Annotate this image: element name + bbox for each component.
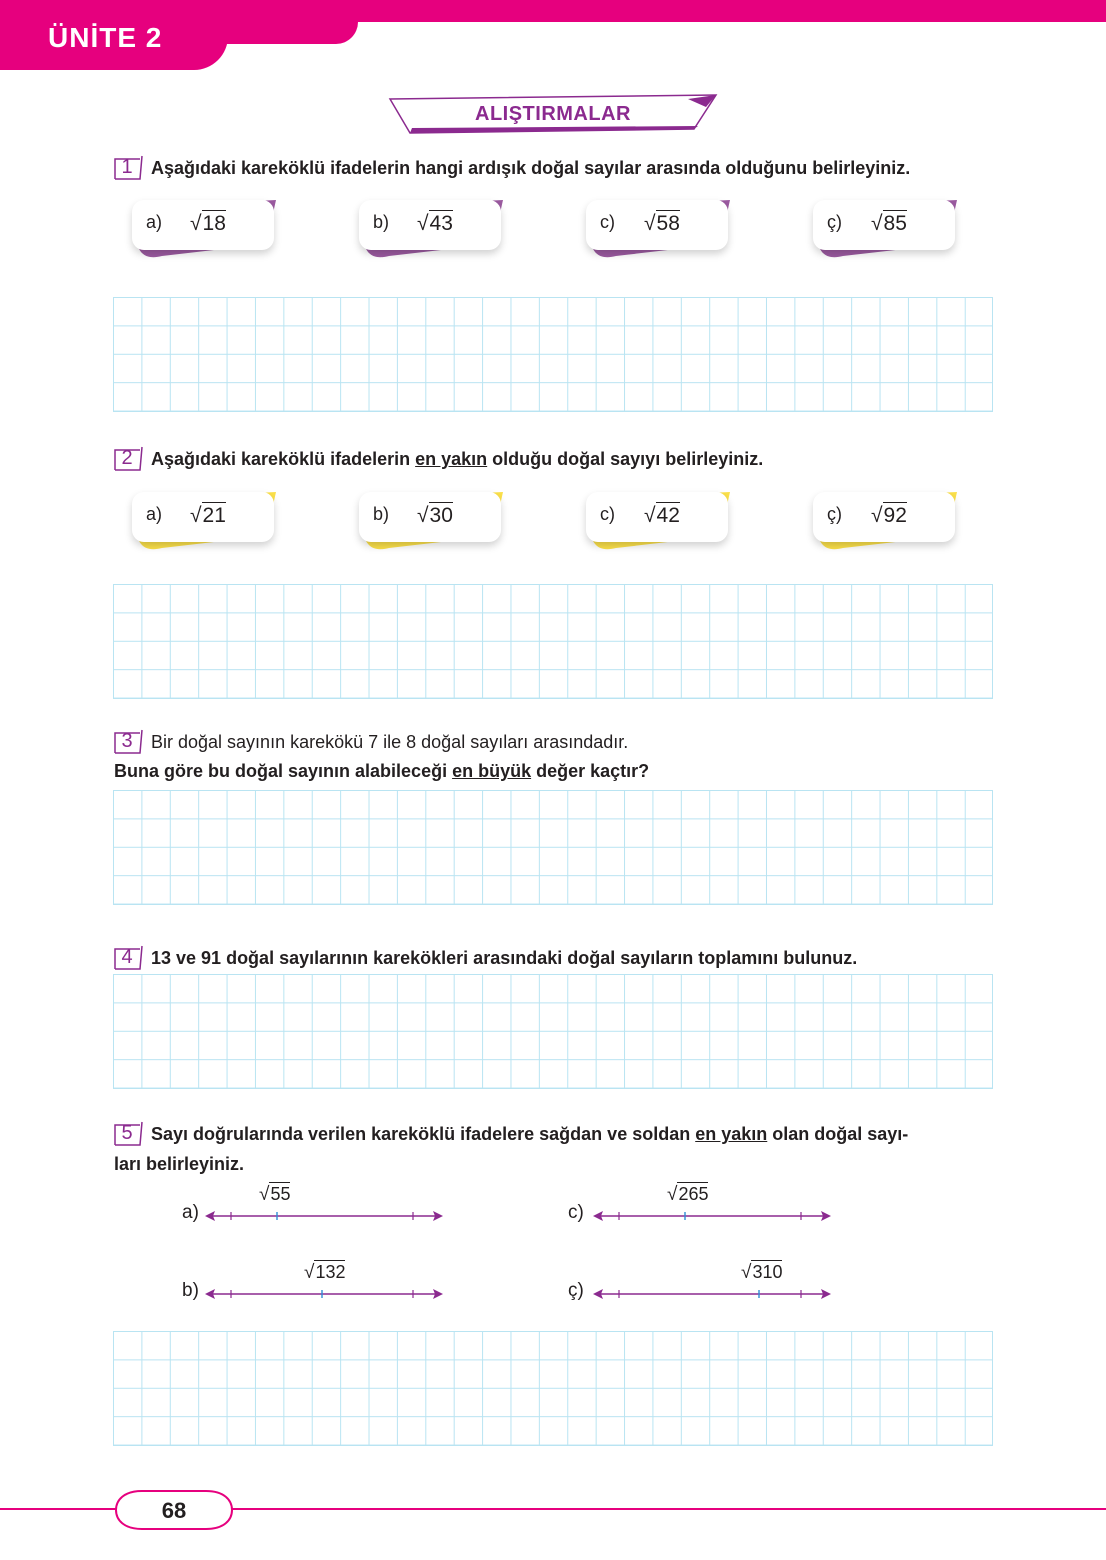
radicand: 55 [270,1184,291,1204]
question-3-line-1: Bir doğal sayının karekökü 7 ile 8 doğal sayıları arasındadır. [151,732,629,752]
square-root-expression [417,504,453,528]
option-label: c) [600,504,615,524]
number-line [205,1286,445,1302]
unit-label: ÜNİTE 2 [48,22,163,53]
radicand: 21 [202,504,226,527]
answer-grid-5[interactable] [113,1331,993,1446]
q1-option-card [359,198,505,264]
number-line-root-label [667,1184,708,1206]
radicand: 310 [752,1262,783,1282]
question-2-text: Aşağıdaki kareköklü ifadelerin en yakın olduğu doğal sayıyı belirleyiniz. [151,449,764,469]
q2-option-card [359,490,505,556]
answer-grid-2[interactable] [113,584,993,699]
radicand: 18 [202,212,226,235]
emphasis-underline: en yakın [695,1124,768,1144]
answer-grid-1[interactable] [113,297,993,412]
radicand: 85 [883,212,907,235]
number-line [205,1208,445,1224]
option-label: c) [600,212,615,232]
question-number-4: 4 [114,945,140,969]
q1-option-card [586,198,732,264]
question-1-text: Aşağıdaki kareköklü ifadelerin hangi ardışık doğal sayılar arasında olduğunu belirleyiniz. [151,158,911,178]
option-label: b) [373,504,390,524]
radicand: 42 [656,504,680,527]
square-root-expression [417,212,453,236]
square-root-icon: √ [871,212,883,235]
number-line-label: c) [568,1202,584,1223]
square-root-expression [871,504,907,528]
emphasis-underline: en büyük [452,761,532,781]
number-line-root-label [259,1184,290,1206]
option-label: b) [373,212,390,232]
square-root-icon: √ [417,504,429,527]
square-root-icon: √ [304,1262,315,1283]
radicand: 58 [656,212,680,235]
square-root-expression [190,212,226,236]
radicand: 265 [678,1184,709,1204]
q2-option-card [586,490,732,556]
question-3-line-2: Buna göre bu doğal sayının alabileceği en büyük değer kaçtır? [114,761,650,781]
square-root-expression [871,212,907,236]
q2-option-card [813,490,959,556]
option-label: ç) [827,212,842,232]
unit-tab-notch [222,18,358,44]
option-label: a) [146,504,163,524]
square-root-icon: √ [871,504,883,527]
number-line-root-label [304,1262,345,1284]
number-line-root-label [741,1262,782,1284]
square-root-expression [644,504,680,528]
square-root-icon: √ [417,212,429,235]
number-line [593,1286,833,1302]
number-line-label: ç) [568,1280,584,1301]
option-label: ç) [827,504,842,524]
number-line [593,1208,833,1224]
radicand: 43 [429,212,453,235]
square-root-icon: √ [190,504,202,527]
square-root-icon: √ [190,212,202,235]
square-root-icon: √ [259,1184,270,1205]
q1-option-card [132,198,278,264]
square-root-icon: √ [741,1262,752,1283]
question-5-line-1: Sayı doğrularında verilen kareköklü ifadelere sağdan ve soldan en yakın olan doğal sayı- [151,1124,909,1144]
question-5-line-2: ları belirleyiniz. [114,1154,245,1174]
question-number-1: 1 [114,155,140,179]
emphasis-underline: en yakın [415,449,488,469]
question-number-2: 2 [114,446,140,470]
square-root-icon: √ [644,504,656,527]
page-number: 68 [161,1498,187,1523]
square-root-icon: √ [644,212,656,235]
radicand: 92 [883,504,907,527]
question-4-text: 13 ve 91 doğal sayılarının karekökleri arasındaki doğal sayıların toplamını bulunuz. [151,948,858,968]
option-label: a) [146,212,163,232]
question-number-5: 5 [114,1121,140,1145]
question-number-3: 3 [114,729,140,753]
square-root-expression [644,212,680,236]
number-line-label: b) [182,1280,199,1301]
q2-option-card [132,490,278,556]
q1-option-card [813,198,959,264]
radicand: 30 [429,504,453,527]
square-root-icon: √ [667,1184,678,1205]
number-line-label: a) [182,1202,199,1223]
answer-grid-3[interactable] [113,790,993,905]
answer-grid-4[interactable] [113,974,993,1089]
square-root-expression [190,504,226,528]
exercises-title: ALIŞTIRMALAR [475,103,631,125]
radicand: 132 [315,1262,346,1282]
